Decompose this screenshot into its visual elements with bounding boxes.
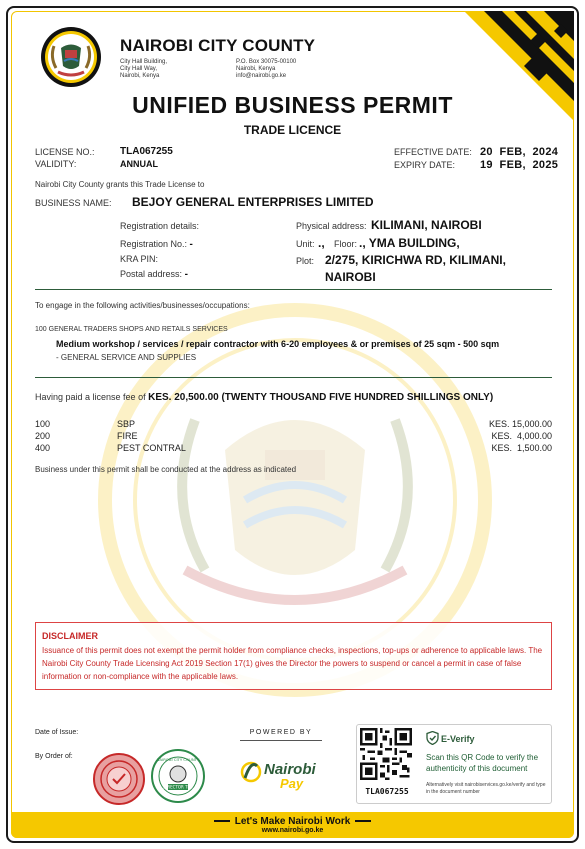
expiry-date-value: 19 FEB, 2025: [480, 159, 559, 171]
business-name-label: BUSINESS NAME:: [35, 198, 112, 208]
disclaimer-box: [35, 622, 552, 690]
unit-label: Unit:: [296, 239, 315, 249]
e-verify-small-text: Alternatively visit nairobiservices.go.ke/verify and type in the document number: [426, 782, 546, 795]
activity-category: Medium workshop / services / repair contractor with 6-20 employees & or premises of 25 sqm - 500 sqm: [56, 339, 500, 349]
floor-value: ., YMA BUILDING,: [359, 236, 460, 250]
document-title: UNIFIED BUSINESS PERMIT: [132, 92, 453, 118]
county-seal-icon: [40, 26, 102, 88]
qr-code-icon[interactable]: [360, 728, 412, 780]
fee-line: Having paid a license fee of KES. 20,500.00 (TWENTY THOUSAND FIVE HUNDRED SHILLINGS ONLY): [35, 392, 494, 403]
official-stamp-icon: [92, 752, 146, 806]
footer-line-left: [214, 820, 230, 822]
by-order-label: By Order of:: [35, 753, 73, 760]
registration-details-label: Registration details:: [120, 221, 200, 231]
disclaimer-text: Issuance of this permit does not exempt the permit holder from compliance checks, inspections, top-ups or adherence to applicable laws. The Nairobi City County Trade Licensing Act 2019 Section 17(1) gives the Director the powers to suspend or cancel a permit in case of false information or non-compliance with the applicable laws.: [42, 646, 543, 681]
address-right: P.O. Box 30075-00100 Nairobi, Kenya info@nairobi.go.ke: [236, 59, 297, 79]
fee-row: 200 FIRE KES. 4,000.00: [35, 431, 552, 441]
qr-code-label: TLA067255: [365, 787, 409, 796]
shield-check-icon: [426, 731, 439, 745]
fee-total: KES. 20,500.00 (TWENTY THOUSAND FIVE HUNDRED SHILLINGS ONLY): [148, 392, 494, 403]
address-left: City Hall Building, City Hall Way, Nairobi, Kenya: [120, 59, 168, 79]
plot-label: Plot:: [296, 256, 315, 266]
divider: [35, 289, 552, 290]
footer-bar: [11, 812, 574, 838]
director-stamp-text: DIRECTOR TLD: [163, 784, 193, 790]
physical-address-value: KILIMANI, NAIROBI: [371, 218, 482, 232]
date-of-issue-label: Date of Issue:: [35, 729, 79, 736]
license-no-label: LICENSE NO.:: [35, 147, 95, 157]
footer-url[interactable]: www.nairobi.go.ke: [261, 827, 324, 834]
postal-address-value: -: [184, 269, 188, 280]
fee-row: 100 SBP KES. 15,000.00: [35, 419, 552, 429]
business-name-value: BEJOY GENERAL ENTERPRISES LIMITED: [132, 195, 374, 209]
document-subtitle: TRADE LICENCE: [243, 123, 342, 137]
floor-label: Floor:: [334, 239, 358, 249]
disclaimer-title: DISCLAIMER: [42, 631, 98, 641]
fee-note: Business under this permit shall be conducted at the address as indicated: [35, 465, 297, 474]
license-no-value: TLA067255: [120, 146, 173, 157]
e-verify-title: E-Verify: [441, 734, 475, 744]
effective-date-value: 20 FEB, 2024: [480, 146, 559, 158]
physical-address-label: Physical address:: [296, 221, 367, 231]
footer-line-right: [355, 820, 371, 822]
stamp-county-text: NAIROBI CITY COUNTY: [156, 757, 200, 762]
expiry-date-label: EXPIRY DATE:: [394, 160, 456, 170]
kra-pin-row: KRA PIN:: [120, 254, 159, 264]
director-stamp-icon: [150, 748, 206, 804]
postal-address-row: Postal address: -: [120, 269, 188, 280]
activity-code-line: 100 GENERAL TRADERS SHOPS AND RETAILS SERVICES: [35, 326, 228, 333]
nairobi-pay-brand-bottom: Pay: [280, 776, 304, 791]
fee-row: 400 PEST CONTRAL KES. 1,500.00: [35, 443, 552, 453]
effective-date-label: EFFECTIVE DATE:: [394, 147, 472, 157]
plot-value-line1: 2/275, KIRICHWA RD, KILIMANI,: [325, 253, 506, 267]
unit-value: .,: [318, 236, 325, 250]
registration-no-row: Registration No.: -: [120, 239, 193, 250]
validity-label: VALIDITY:: [35, 159, 77, 169]
validity-value: ANNUAL: [120, 159, 158, 169]
divider: [35, 377, 552, 378]
nairobi-pay-logo-icon: [238, 750, 328, 794]
nairobi-pay-brand-top: Nairobi: [264, 761, 316, 778]
activity-detail: - GENERAL SERVICE AND SUPPLIES: [56, 353, 197, 362]
e-verify-text: Scan this QR Code to verify the authenticity of this document: [426, 753, 539, 773]
powered-by-label: POWERED BY: [240, 729, 322, 741]
plot-value-line2: NAIROBI: [325, 270, 376, 284]
grant-text: Nairobi City County grants this Trade License to: [35, 180, 205, 189]
registration-no-value: -: [189, 239, 193, 250]
county-name: NAIROBI CITY COUNTY: [120, 36, 316, 55]
activities-intro: To engage in the following activities/businesses/occupations:: [35, 301, 250, 310]
footer-slogan: Let's Make Nairobi Work: [11, 816, 574, 827]
